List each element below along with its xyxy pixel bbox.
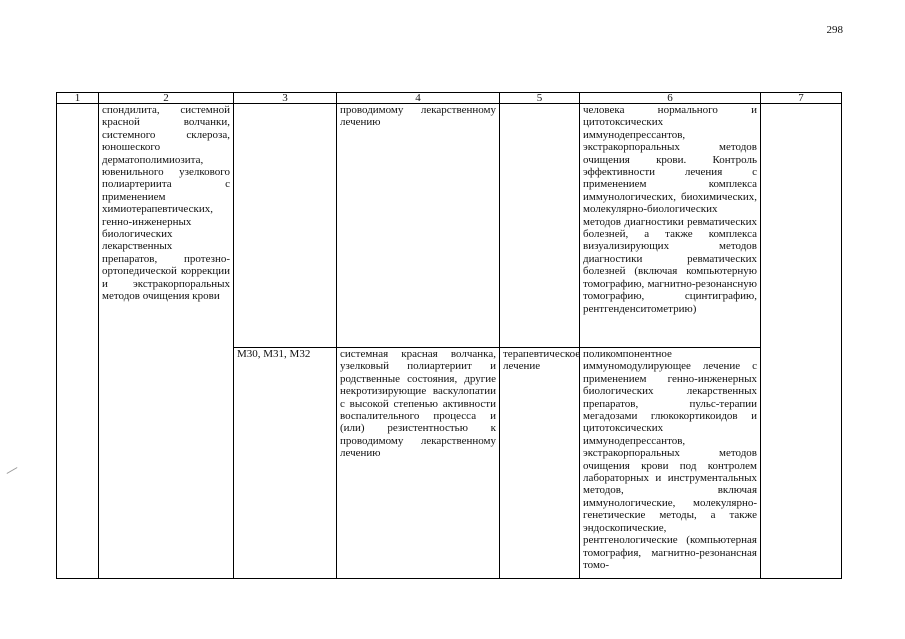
cell-index (57, 104, 99, 579)
medical-table (56, 92, 842, 579)
table-row (57, 104, 842, 348)
cell-icd-code: М30, М31, М32 (234, 348, 337, 579)
column-number: 7 (761, 93, 842, 104)
cell-profile: спондилита, системной красной волчанки, системного склероза, юношеского дерматополимиозита, ювенильного узелкового полиартериита с применением химиотерапевтических, генно-инженерных биологических лекарственных препаратов, протезно-ортопедической коррекции и экстракорпоральных методов очищения крови (99, 104, 234, 579)
page-number: 298 (826, 24, 843, 36)
cell-treatment-method: поликомпонентное иммуномодулирующее лечение с применением генно-инженерных биологических лекарственных препаратов, пульс-терапии мегадозами глюкокортикоидов и цитотоксических иммунодепрессантов, экстракорпоральных методов очищения крови под контролем лабораторных и инструментальных методов, включая иммунологические, молекулярно-генетические методы, а также эндоскопические, рентгенологические (компьютерная томография, магнитно-резонансная томо- (580, 348, 761, 579)
cell-treatment-type (500, 104, 580, 348)
cell-treatment-method: человека нормального и цитотоксических иммунодепрессантов, экстракорпоральных методов очищения крови. Контроль эффективности лечения с применением комплекса иммунологических, биохимических, молекулярно-биологических методов диагностики ревматических болезней, а также комплекса визуализирующих методов диагностики ревматических болезней (включая компьютерную томографию, магнитно-резонансную томографию, сцинтиграфию, рентгенденситометрию) (580, 104, 761, 348)
column-number: 2 (99, 93, 234, 104)
column-number-row (57, 93, 842, 104)
cell-model-patient: системная красная волчанка, узелковый полиартериит и родственные состояния, другие некротизирующие васкулопатии с высокой степенью активности воспалительного процесса и (или) резистентностью к проводимому лекарственному лечению (337, 348, 500, 579)
scan-mark (7, 467, 18, 474)
cell-icd-code (234, 104, 337, 348)
column-number: 4 (337, 93, 500, 104)
column-number: 1 (57, 93, 99, 104)
column-number: 3 (234, 93, 337, 104)
cell-model-patient: проводимому лекарственному лечению (337, 104, 500, 348)
cell-norm (761, 104, 842, 579)
column-number: 5 (500, 93, 580, 104)
cell-treatment-type: терапевтическое лечение (500, 348, 580, 579)
column-number: 6 (580, 93, 761, 104)
